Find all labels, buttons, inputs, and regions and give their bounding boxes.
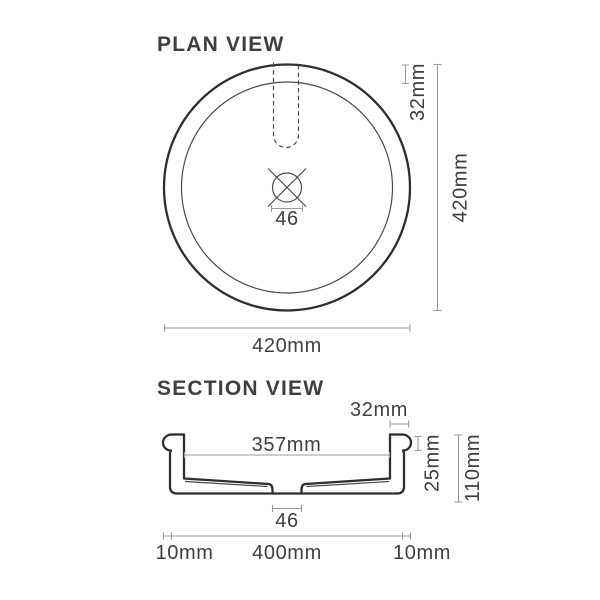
section-rim-top-label: 32mm xyxy=(350,399,408,421)
plan-overall-height-dimension xyxy=(434,65,472,311)
plan-rim-width-dimension xyxy=(402,63,429,121)
section-left-overhang-label: 10mm xyxy=(155,542,214,564)
section-inner-width-dimension xyxy=(185,434,390,458)
section-base-width-label: 400mm xyxy=(252,542,322,564)
plan-view xyxy=(157,33,472,357)
plan-overall-width-label: 420mm xyxy=(252,335,322,357)
section-view xyxy=(156,377,484,564)
section-rim-top-dimension xyxy=(350,399,408,428)
section-overall-height-label: 110mm xyxy=(462,433,484,503)
section-overall-height-dimension xyxy=(455,434,485,502)
plan-rim-width-label: 32mm xyxy=(407,63,429,121)
section-rim-depth-label: 25mm xyxy=(421,434,444,492)
plan-drain-symbol xyxy=(268,169,306,207)
plan-view-title: PLAN VIEW xyxy=(157,33,285,56)
section-bottom-dimension-chain xyxy=(156,533,451,565)
plan-overflow-slot-hidden xyxy=(274,63,299,148)
plan-overall-width-dimension xyxy=(165,325,411,358)
section-view-title: SECTION VIEW xyxy=(157,377,325,400)
plan-drain-dim-label: 46 xyxy=(275,208,299,230)
section-rim-depth-dimension xyxy=(415,434,444,492)
section-drain-dim-label: 46 xyxy=(275,510,299,532)
section-right-overhang-label: 10mm xyxy=(393,542,451,564)
section-inner-width-label: 357mm xyxy=(251,434,322,456)
plan-drain-dimension xyxy=(272,205,303,230)
plan-overall-height-label: 420mm xyxy=(449,152,472,223)
section-drain-dimension xyxy=(273,505,302,532)
